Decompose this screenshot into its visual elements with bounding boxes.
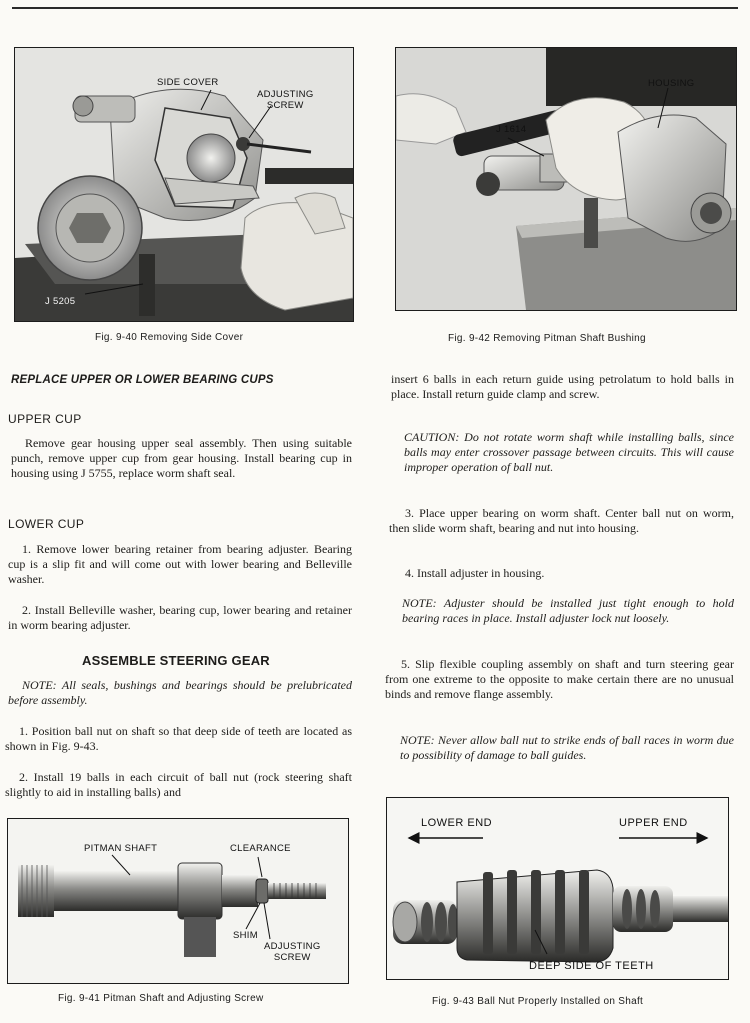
top-rule [12, 7, 738, 9]
paragraph-upper-cup-text: Remove gear housing upper seal assembly. Then using suitable punch, remove upper cup from gear housing. Install bearing cup in housing using J 5755, replace worm shaft seal. [11, 436, 352, 480]
paragraph-lower-cup-1-text: 1. Remove lower bearing retainer from bearing adjuster. Bearing cup is a slip fit and will come out with lower bearing and Belleville washer. [8, 542, 352, 586]
figure-9-41-photo [7, 818, 349, 984]
paragraph-insert-balls [391, 372, 734, 402]
paragraph-lower-cup-2 [8, 603, 352, 633]
caution-worm-shaft-text: CAUTION: Do not rotate worm shaft while installing balls, since balls may enter crossover passage between circuits. This will cause improper operation of ball nut. [404, 430, 734, 474]
note-ball-nut-text: NOTE: Never allow ball nut to strike ends of ball races in worm due to possibility of damage to ball guides. [400, 733, 734, 762]
figure-9-40-caption: Fig. 9-40 Removing Side Cover [95, 332, 244, 343]
figure-9-43-caption: Fig. 9-43 Ball Nut Properly Installed on Shaft [432, 996, 644, 1007]
note-prelubricate-text: NOTE: All seals, bushings and bearings should be prelubricated before assembly. [8, 678, 352, 707]
callout-adjusting-screw: ADJUSTING SCREW [257, 89, 314, 111]
callout-tool-j1614: J 1614 [496, 124, 527, 135]
callout-upper-end: UPPER END [619, 817, 688, 829]
heading-lower-cup: LOWER CUP [8, 517, 85, 531]
paragraph-upper-cup [11, 436, 352, 481]
callout-pitman-shaft: PITMAN SHAFT [84, 843, 158, 854]
callout-shim: SHIM [233, 930, 258, 941]
note-adjuster [402, 596, 734, 626]
step-1-text: 1. Position ball nut on shaft so that deep side of teeth are located as shown in Fig. 9-43. [5, 724, 352, 753]
callout-side-cover: SIDE COVER [157, 77, 219, 88]
step-5 [385, 657, 734, 702]
heading-upper-cup: UPPER CUP [8, 412, 82, 426]
heading-assemble-steering-gear: ASSEMBLE STEERING GEAR [82, 653, 270, 668]
step-2-text: 2. Install 19 balls in each circuit of ball nut (rock steering shaft slightly to aid in installing balls) and [5, 770, 352, 799]
callout-housing: HOUSING [648, 78, 695, 89]
paragraph-insert-balls-text: insert 6 balls in each return guide using petrolatum to hold balls in place. Install return guide clamp and screw. [391, 372, 734, 401]
note-ball-nut [400, 733, 734, 763]
paragraph-lower-cup-2-text: 2. Install Belleville washer, bearing cup, lower bearing and retainer in worm bearing adjuster. [8, 603, 352, 632]
step-4-text: 4. Install adjuster in housing. [405, 566, 545, 580]
figure-9-41-caption: Fig. 9-41 Pitman Shaft and Adjusting Screw [58, 993, 264, 1004]
step-1 [5, 724, 352, 754]
callout-lower-end: LOWER END [421, 817, 493, 829]
heading-replace-bearing-cups: REPLACE UPPER OR LOWER BEARING CUPS [11, 374, 274, 386]
step-3 [389, 506, 734, 536]
step-5-text: 5. Slip flexible coupling assembly on shaft and turn steering gear from one extreme to the opposite to make certain there are no unusual binds and remove flange assembly. [385, 657, 734, 701]
callout-deep-side-of-teeth: DEEP SIDE OF TEETH [529, 960, 654, 972]
figure-9-43-photo [386, 797, 729, 980]
step-3-text: 3. Place upper bearing on worm shaft. Center ball nut on worm, then slide worm shaft, bearing and nut into housing. [389, 506, 734, 535]
figure-9-42-caption: Fig. 9-42 Removing Pitman Shaft Bushing [448, 333, 646, 344]
note-adjuster-text: NOTE: Adjuster should be installed just tight enough to hold bearing races in place. Install adjuster lock nut loosely. [402, 596, 734, 625]
step-2 [5, 770, 352, 800]
figure-9-42-photo [395, 47, 737, 311]
callout-adjusting-screw-41: ADJUSTING SCREW [264, 941, 321, 963]
paragraph-lower-cup-1 [8, 542, 352, 587]
caution-worm-shaft [404, 430, 734, 475]
step-4 [389, 566, 734, 581]
note-prelubricate [8, 678, 352, 708]
callout-clearance: CLEARANCE [230, 843, 291, 854]
figure-9-40-photo [14, 47, 354, 322]
callout-tool-j5205: J 5205 [45, 296, 76, 307]
